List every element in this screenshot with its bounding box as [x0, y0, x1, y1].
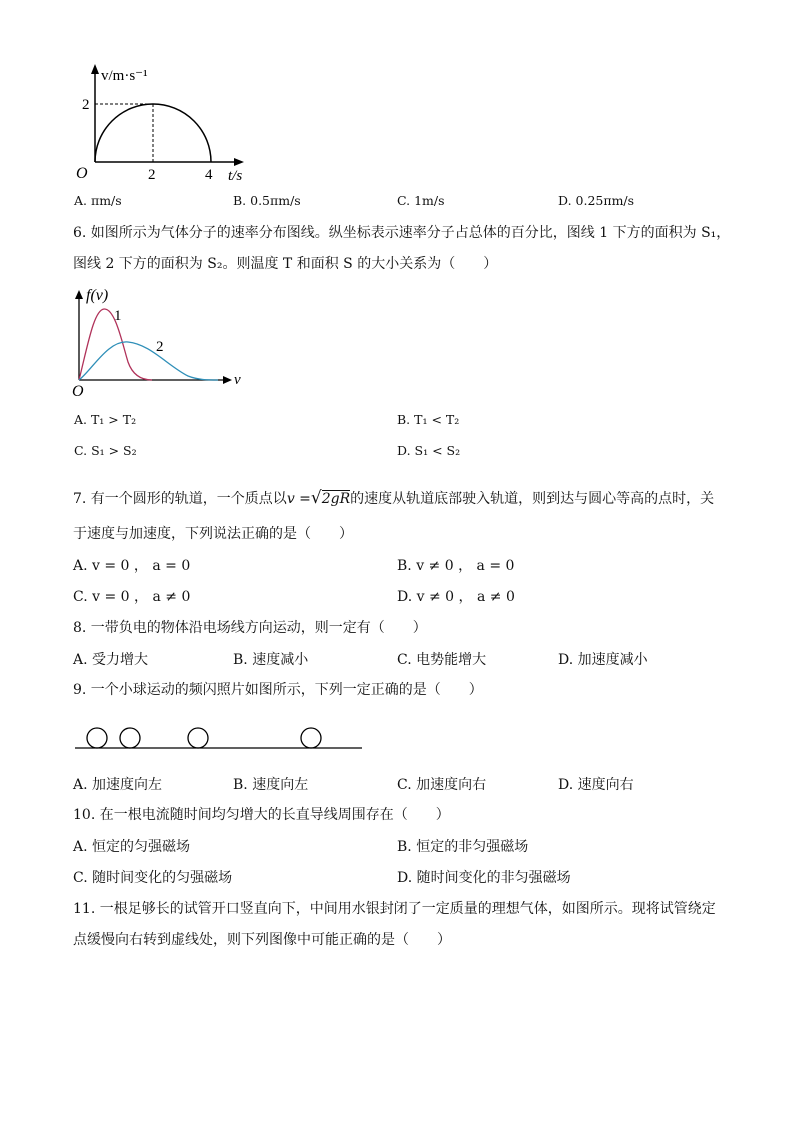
vt-x-tick-4: 4: [205, 167, 213, 183]
curve-1-label: 1: [114, 308, 122, 324]
fv-y-label: f(v): [86, 287, 109, 304]
vt-y-label: v/m·s⁻¹: [101, 68, 148, 84]
ball-4: [301, 728, 321, 748]
q9-option-d[interactable]: D. 速度向右: [558, 777, 634, 793]
vt-graph: [70, 62, 270, 187]
strobe-photo-figure: [75, 724, 370, 756]
q7-stem-line1: [73, 488, 714, 509]
q8-option-b[interactable]: B. 速度减小: [233, 652, 309, 668]
q7-option-c[interactable]: C. v = 0 ， a ≠ 0: [73, 589, 191, 605]
q9-option-c[interactable]: C. 加速度向右: [397, 777, 487, 793]
q6-option-c[interactable]: C. S₁ > S₂: [74, 443, 137, 458]
q8-option-a[interactable]: A. 受力增大: [73, 652, 149, 668]
vt-semicircle-curve: [95, 104, 211, 162]
q7-stem-line2: 于速度与加速度，下列说法正确的是（ ）: [73, 526, 353, 542]
q7-formula-v: v =: [286, 491, 311, 507]
q11-stem-line1: 11. 一根足够长的试管开口竖直向下，中间用水银封闭了一定质量的理想气体，如图所示。现将试管绕定: [73, 901, 716, 917]
q7-option-a[interactable]: A. v = 0 ， a = 0: [73, 558, 191, 574]
vt-y-tick: 2: [82, 97, 90, 113]
q8-stem: 8. 一带负电的物体沿电场线方向运动，则一定有（ ）: [73, 620, 427, 636]
vt-x-arrow: [234, 158, 244, 166]
q6-option-b[interactable]: B. T₁ < T₂: [397, 412, 460, 427]
q8-option-d[interactable]: D. 加速度减小: [558, 652, 648, 668]
q6-stem-line2: 图线 2 下方的面积为 S₂。则温度 T 和面积 S 的大小关系为（ ）: [73, 256, 498, 272]
curve-2-label: 2: [156, 339, 164, 355]
q5-option-d[interactable]: D. 0.25πm/s: [558, 193, 635, 208]
vt-x-label: t/s: [228, 168, 243, 184]
q8-option-c[interactable]: C. 电势能增大: [397, 652, 487, 668]
ball-2: [120, 728, 140, 748]
q7-formula-root: 2gR: [321, 491, 351, 507]
q7-option-b[interactable]: B. v ≠ 0 ， a = 0: [397, 558, 515, 574]
fv-x-label: v: [234, 372, 241, 388]
fv-y-arrow: [75, 290, 83, 299]
q10-option-c[interactable]: C. 随时间变化的匀强磁场: [73, 870, 233, 886]
q10-option-a[interactable]: A. 恒定的匀强磁场: [73, 839, 191, 855]
q9-option-a[interactable]: A. 加速度向左: [73, 777, 163, 793]
q6-option-a[interactable]: A. T₁ > T₂: [74, 412, 137, 427]
q6-stem-line1: 6. 如图所示为气体分子的速率分布图线。纵坐标表示速率分子占总体的百分比，图线 1 下方的面积为 S₁，: [73, 225, 731, 241]
q10-stem: 10. 在一根电流随时间均匀增大的长直导线周围存在（ ）: [73, 807, 450, 823]
ball-1: [87, 728, 107, 748]
vt-x-tick-2: 2: [148, 167, 156, 183]
q7-stem-post: 的速度从轨道底部驶入轨道，则到达与圆心等高的点时，关: [350, 491, 715, 507]
q9-stem: 9. 一个小球运动的频闪照片如图所示，下列一定正确的是（ ）: [73, 682, 483, 698]
vt-y-arrow: [91, 64, 99, 74]
q11-stem-line2: 点缓慢向右转到虚线处，则下列图像中可能正确的是（ ）: [73, 932, 451, 948]
q10-option-d[interactable]: D. 随时间变化的非匀强磁场: [397, 870, 571, 886]
q7-option-d[interactable]: D. v ≠ 0 ， a ≠ 0: [397, 589, 515, 605]
q10-option-b[interactable]: B. 恒定的非匀强磁场: [397, 839, 529, 855]
q5-option-c[interactable]: C. 1m/s: [397, 193, 445, 208]
q7-stem-pre: 7. 有一个圆形的轨道，一个质点以: [73, 491, 287, 507]
q6-option-d[interactable]: D. S₁ < S₂: [397, 443, 461, 458]
q7-sqrt-symbol: √: [310, 488, 322, 508]
fv-origin: O: [72, 383, 84, 399]
vt-origin: O: [76, 165, 88, 182]
q5-option-b[interactable]: B. 0.5πm/s: [233, 193, 301, 208]
q5-option-a[interactable]: A. πm/s: [74, 193, 122, 208]
fv-x-arrow: [223, 376, 232, 384]
q9-option-b[interactable]: B. 速度向左: [233, 777, 309, 793]
ball-3: [188, 728, 208, 748]
speed-distribution-graph: [70, 284, 260, 399]
curve-2: [79, 342, 218, 380]
